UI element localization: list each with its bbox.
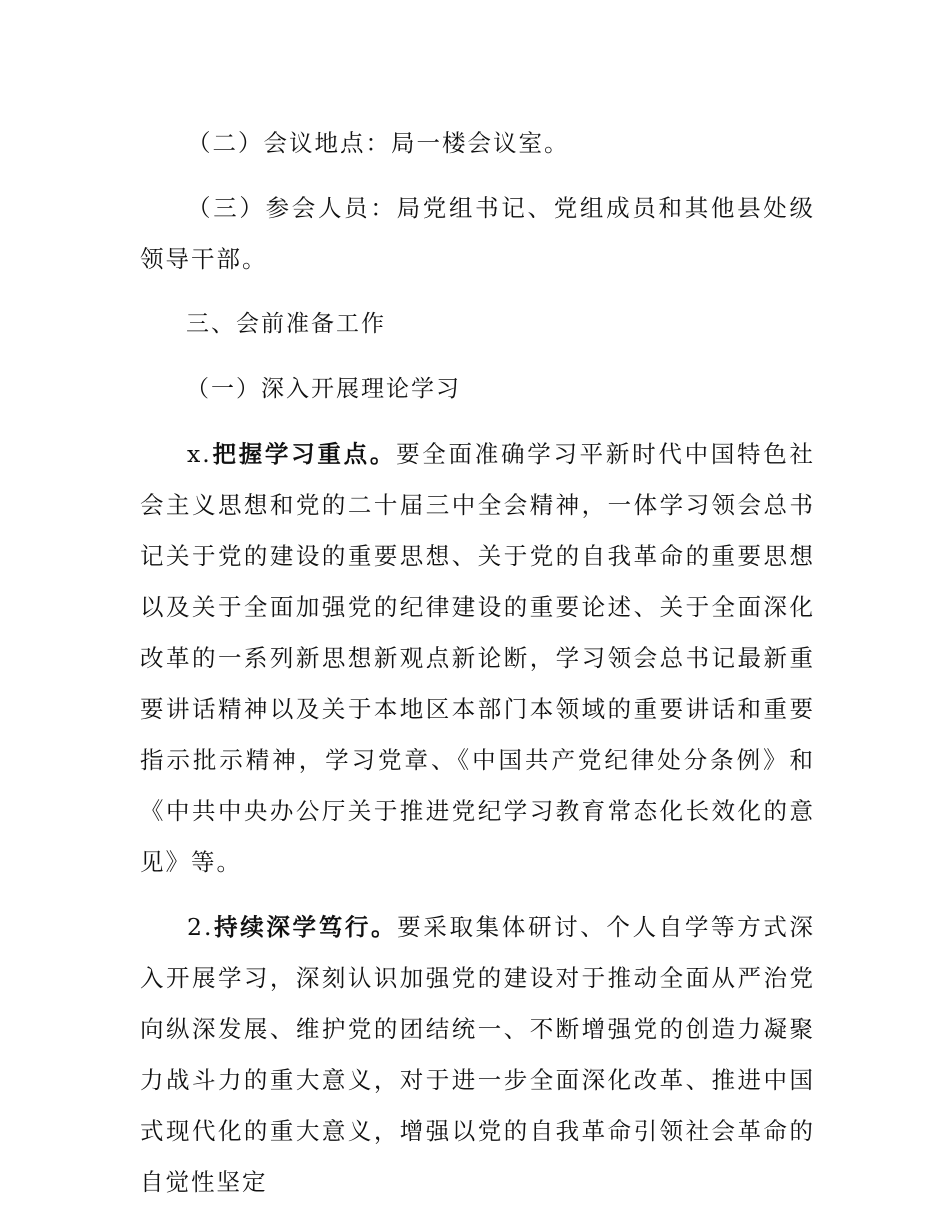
item-lead-bold: 持续深学笃行。 bbox=[213, 913, 398, 941]
item-body-text: 要全面准确学习平新时代中国特色社会主义思想和党的二十届三中全会精神，一体学习领会总书记关于党的建设的重要思想、关于党的自我革命的重要思想以及关于全面加强党的纪律建设的重要论述、关于全面深化改革的一系列新思想新观点新论断，学习领会总书记最新重要讲话精神以及关于本地区本部门本领域的重要讲话和重要指示批示精神，学习党章、《中国共产党纪律处分条例》和《中共中央办公厅关于推进党纪学习教育常态化长效化的意见》等。 bbox=[140, 440, 816, 876]
section-heading-preparation: 三、会前准备工作 bbox=[186, 311, 386, 337]
item-lead-bold: 把握学习重点。 bbox=[211, 440, 397, 468]
paragraph-continuous-study bbox=[140, 902, 815, 1208]
document-body bbox=[140, 118, 815, 1208]
item-number: x. bbox=[187, 440, 212, 468]
subsection-heading-theory-study: （一）深入开展理论学习 bbox=[186, 376, 461, 402]
paragraph-study-focus bbox=[140, 429, 815, 888]
paragraph-meeting-location: （二）会议地点：局一楼会议室。 bbox=[187, 129, 570, 157]
item-body-text: 要采取集体研讨、个人自学等方式深入开展学习，深刻认识加强党的建设对于推动全面从严治党向纵深发展、维护党的团结统一、不断增强党的创造力凝聚力战斗力的重大意义，对于进一步全面深化改革、推进中国式现代化的重大意义，增强以党的自我革命引领社会革命的自觉性坚定 bbox=[140, 913, 816, 1196]
paragraph-attendees: （三）参会人员：局党组书记、党组成员和其他县处级领导干部。 bbox=[140, 194, 815, 273]
item-number: 2. bbox=[187, 913, 214, 941]
